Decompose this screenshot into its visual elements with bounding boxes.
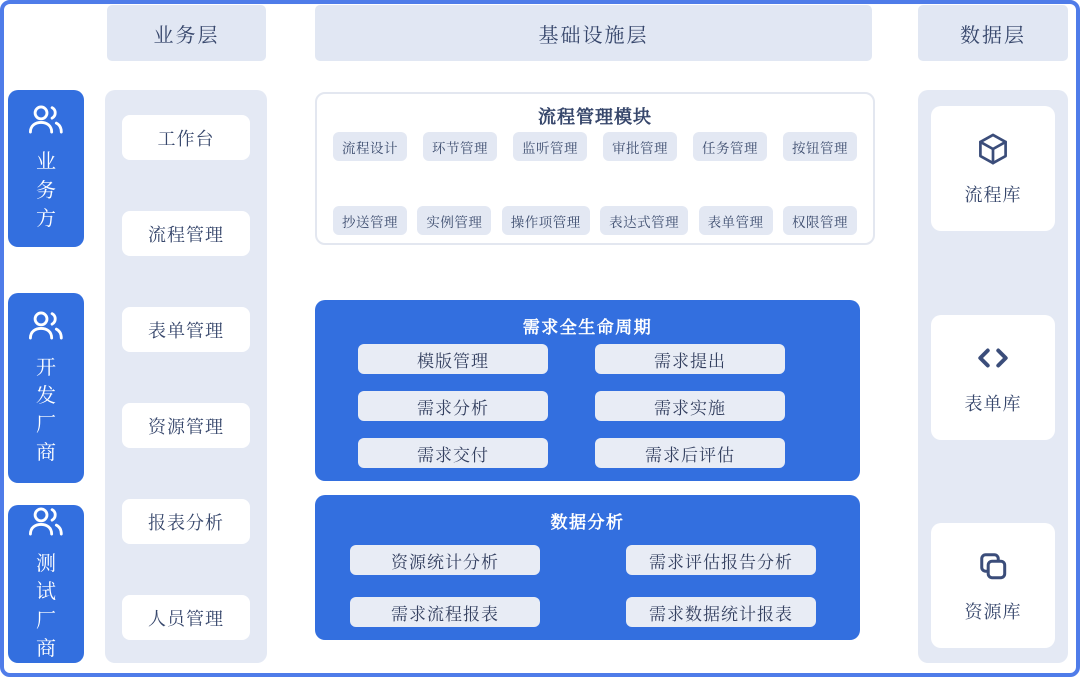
actor-business-party: [8, 90, 84, 247]
business-item-form-mgmt: 表单管理: [122, 307, 250, 352]
process-module-title: 流程管理模块: [538, 107, 652, 127]
lifecycle-grid: [358, 344, 785, 468]
business-item-report-analysis: 报表分析: [122, 499, 250, 544]
actor-label: 测试厂商: [36, 552, 56, 660]
people-icon: [27, 505, 65, 544]
header-infrastructure-layer: 基础设施层: [315, 5, 872, 61]
analysis-resource-stats: 资源统计分析: [350, 545, 540, 575]
lifecycle-req-submit: 需求提出: [595, 344, 785, 374]
store-form-library: [931, 315, 1055, 440]
chip-listener-mgmt: 监听管理: [513, 132, 587, 161]
cube-icon: [975, 131, 1011, 172]
store-resource-library: [931, 523, 1055, 648]
chip-expression-mgmt: 表达式管理: [600, 206, 688, 235]
analysis-data-stats-report: 需求数据统计报表: [626, 597, 816, 627]
lifecycle-req-analysis: 需求分析: [358, 391, 548, 421]
lifecycle-title: 需求全生命周期: [522, 318, 653, 337]
chip-form-mgmt: 表单管理: [699, 206, 773, 235]
chip-process-design: 流程设计: [333, 132, 407, 161]
actor-label: 开发厂商: [36, 356, 56, 464]
copy-icon: [975, 548, 1011, 589]
store-label: 资源库: [964, 601, 1022, 622]
actor-dev-vendor: [8, 293, 84, 483]
business-item-personnel-mgmt: 人员管理: [122, 595, 250, 640]
header-data-layer: 数据层: [918, 5, 1068, 61]
analysis-grid: [350, 545, 816, 627]
chip-node-mgmt: 环节管理: [423, 132, 497, 161]
people-icon: [27, 103, 65, 142]
analysis-eval-report: 需求评估报告分析: [626, 545, 816, 575]
code-icon: [975, 340, 1011, 381]
actor-test-vendor: [8, 505, 84, 663]
people-icon: [27, 309, 65, 348]
business-item-process-mgmt: 流程管理: [122, 211, 250, 256]
chip-task-mgmt: 任务管理: [693, 132, 767, 161]
process-module-row2: [333, 206, 857, 235]
lifecycle-panel: [315, 300, 860, 481]
chip-permission-mgmt: 权限管理: [783, 206, 857, 235]
lifecycle-req-delivery: 需求交付: [358, 438, 548, 468]
store-label: 表单库: [964, 393, 1022, 414]
analysis-panel: [315, 495, 860, 640]
chip-approval-mgmt: 审批管理: [603, 132, 677, 161]
chip-action-item-mgmt: 操作项管理: [502, 206, 590, 235]
business-item-workbench: 工作台: [122, 115, 250, 160]
lifecycle-req-implement: 需求实施: [595, 391, 785, 421]
process-module-panel: [315, 92, 875, 245]
lifecycle-req-post-eval: 需求后评估: [595, 438, 785, 468]
header-business-layer: 业务层: [107, 5, 266, 61]
lifecycle-template-mgmt: 模版管理: [358, 344, 548, 374]
process-module-row1: [333, 132, 857, 161]
actor-label: 业务方: [36, 151, 56, 231]
analysis-title: 数据分析: [550, 513, 625, 532]
store-label: 流程库: [964, 184, 1022, 205]
analysis-process-report: 需求流程报表: [350, 597, 540, 627]
business-item-resource-mgmt: 资源管理: [122, 403, 250, 448]
business-layer-panel: [105, 90, 267, 663]
chip-button-mgmt: 按钮管理: [783, 132, 857, 161]
store-process-library: [931, 106, 1055, 231]
chip-cc-mgmt: 抄送管理: [333, 206, 407, 235]
data-layer-panel: [918, 90, 1068, 663]
chip-instance-mgmt: 实例管理: [417, 206, 491, 235]
